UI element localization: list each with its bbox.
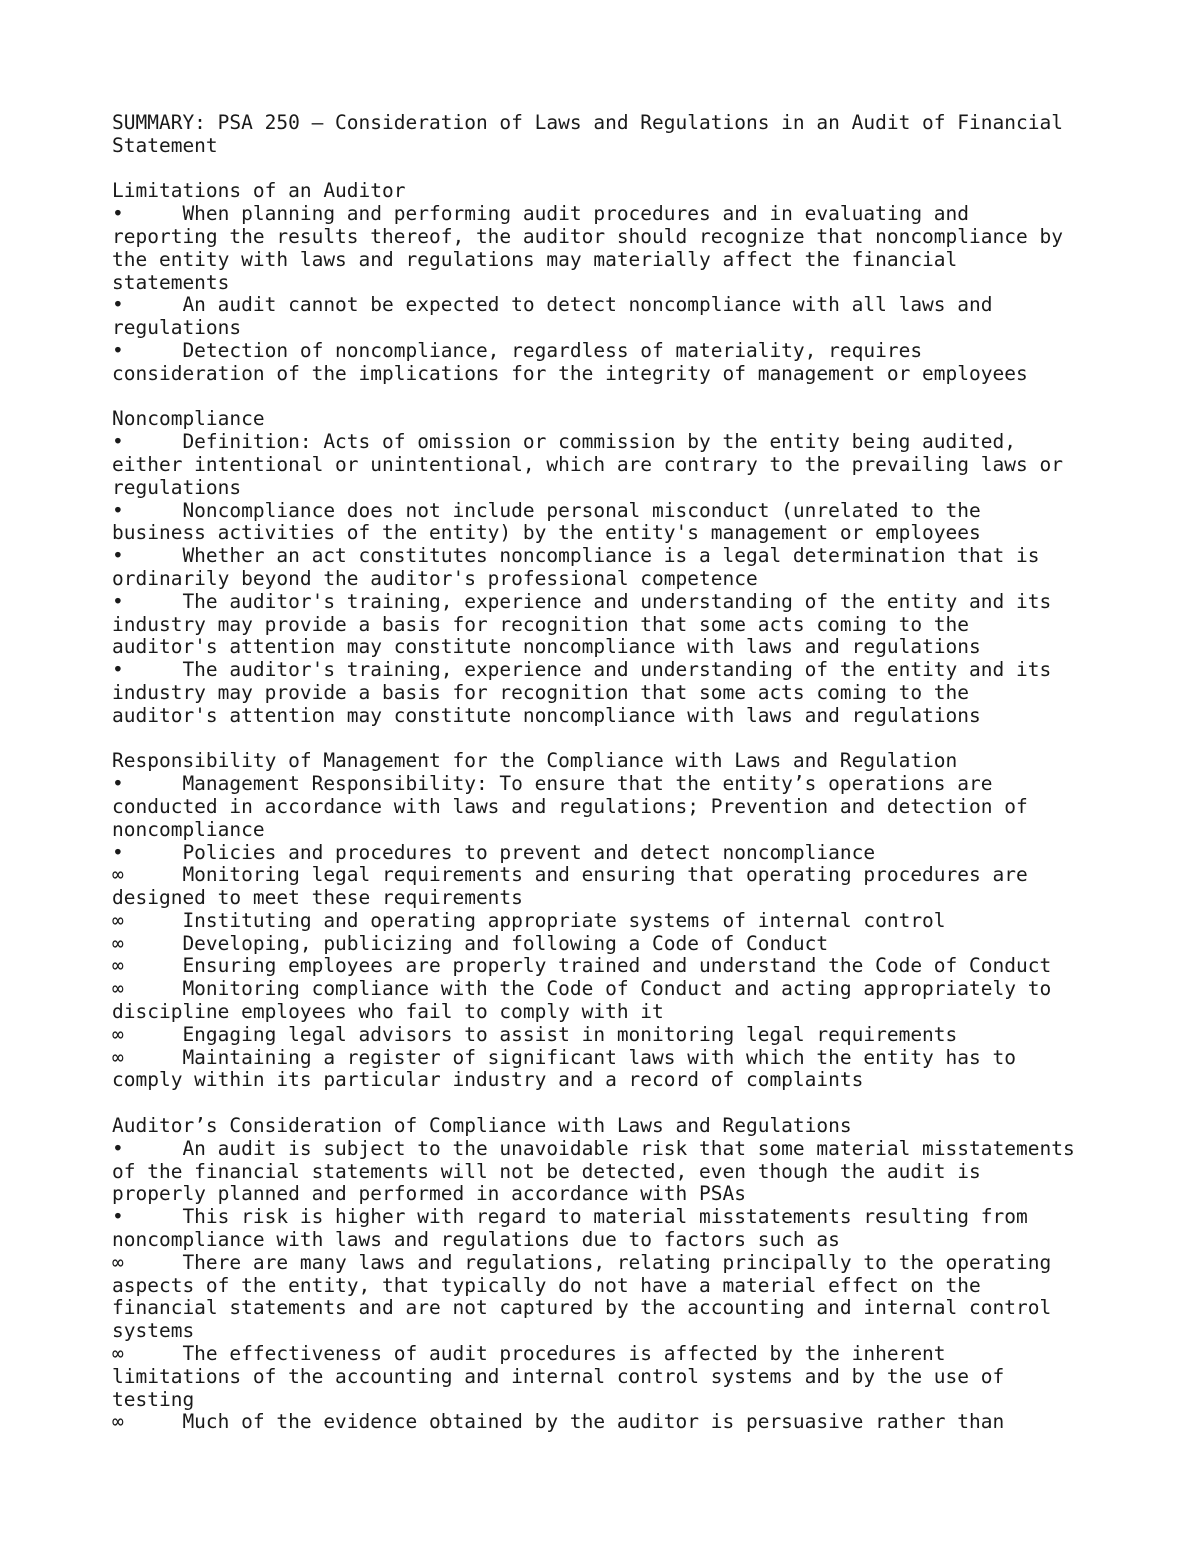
text-line: limitations of the accounting and internal control systems and by the use of — [112, 1364, 1005, 1388]
text-line: auditor's attention may constitute noncompliance with laws and regulations — [112, 703, 981, 727]
text-line: industry may provide a basis for recognition that some acts coming to the — [112, 680, 970, 704]
text-line: financial statements and are not captured by the accounting and internal control — [112, 1296, 1052, 1320]
text-line: ordinarily beyond the auditor's professional competence — [112, 566, 758, 590]
text-line: ∞ Ensuring employees are properly trained and understand the Code of Conduct — [112, 954, 1052, 978]
text-line: • The auditor's training, experience and understanding of the entity and its — [112, 589, 1052, 613]
blank-line — [112, 728, 1112, 751]
text-line: ∞ Engaging legal advisors to assist in monitoring legal requirements — [112, 1022, 958, 1046]
text-line: testing — [112, 1387, 195, 1411]
blank-line — [112, 1092, 1112, 1115]
text-line: statements — [112, 270, 230, 294]
text-line: the entity with laws and regulations may materially affect the financial — [112, 247, 958, 271]
text-line: regulations — [112, 316, 242, 340]
text-line: designed to meet these requirements — [112, 886, 523, 910]
text-line: ∞ Developing, publicizing and following a Code of Conduct — [112, 931, 829, 955]
text-line: • An audit is subject to the unavoidable risk that some material misstatements — [112, 1136, 1075, 1160]
text-line: regulations — [112, 475, 242, 499]
text-line: Responsibility of Management for the Compliance with Laws and Regulation — [112, 749, 958, 773]
text-line: discipline employees who fail to comply with it — [112, 1000, 664, 1024]
text-line: ∞ Instituting and operating appropriate systems of internal control — [112, 908, 946, 932]
text-line: ∞ Monitoring legal requirements and ensuring that operating procedures are — [112, 863, 1028, 887]
text-line: business activities of the entity) by the entity's management or employees — [112, 521, 981, 545]
text-line: reporting the results thereof, the auditor should recognize that noncompliance by — [112, 224, 1063, 248]
text-line: either intentional or unintentional, which are contrary to the prevailing laws or — [112, 452, 1063, 476]
text-line: SUMMARY: PSA 250 – Consideration of Laws and Regulations in an Audit of Financial — [112, 111, 1063, 134]
text-line: systems — [112, 1319, 195, 1343]
text-line: • Noncompliance does not include personal misconduct (unrelated to the — [112, 498, 981, 522]
text-line: comply within its particular industry and a record of complaints — [112, 1068, 864, 1092]
text-line: • Detection of noncompliance, regardless of materiality, requires — [112, 338, 923, 362]
text-line: ∞ Maintaining a register of significant laws with which the entity has to — [112, 1045, 1016, 1069]
text-line: Noncompliance — [112, 407, 265, 431]
text-line: auditor's attention may constitute noncompliance with laws and regulations — [112, 635, 981, 659]
blank-line — [112, 158, 1112, 181]
text-line: • Management Responsibility: To ensure that the entity’s operations are — [112, 772, 993, 796]
text-line: • Policies and procedures to prevent and detect noncompliance — [112, 840, 876, 864]
text-line: aspects of the entity, that typically do not have a material effect on the — [112, 1273, 981, 1297]
document-body — [112, 112, 1112, 1434]
text-line: industry may provide a basis for recognition that some acts coming to the — [112, 612, 970, 636]
text-line: Limitations of an Auditor — [112, 179, 406, 203]
text-line: • The auditor's training, experience and understanding of the entity and its — [112, 658, 1052, 682]
blank-line — [112, 386, 1112, 409]
text-line: Statement — [112, 133, 218, 157]
text-line: • When planning and performing audit procedures and in evaluating and — [112, 202, 970, 226]
text-line: ∞ Much of the evidence obtained by the auditor is persuasive rather than — [112, 1410, 1005, 1434]
text-line: of the financial statements will not be detected, even though the audit is — [112, 1159, 981, 1183]
text-line: noncompliance with laws and regulations due to factors such as — [112, 1228, 840, 1252]
text-line: • Definition: Acts of omission or commission by the entity being audited, — [112, 430, 1016, 454]
text-line: noncompliance — [112, 817, 265, 841]
text-line: Auditor’s Consideration of Compliance with Laws and Regulations — [112, 1114, 852, 1138]
text-line: • An audit cannot be expected to detect noncompliance with all laws and — [112, 293, 993, 317]
text-line: conducted in accordance with laws and regulations; Prevention and detection of — [112, 794, 1028, 818]
text-line: ∞ Monitoring compliance with the Code of Conduct and acting appropriately to — [112, 977, 1052, 1001]
text-line: properly planned and performed in accordance with PSAs — [112, 1182, 746, 1206]
text-line: • Whether an act constitutes noncompliance is a legal determination that is — [112, 544, 1040, 568]
text-line: ∞ There are many laws and regulations, relating principally to the operating — [112, 1250, 1052, 1274]
text-line: ∞ The effectiveness of audit procedures is affected by the inherent — [112, 1342, 946, 1366]
text-line: • This risk is higher with regard to material misstatements resulting from — [112, 1205, 1028, 1229]
text-line: consideration of the implications for the integrity of management or employees — [112, 361, 1028, 385]
